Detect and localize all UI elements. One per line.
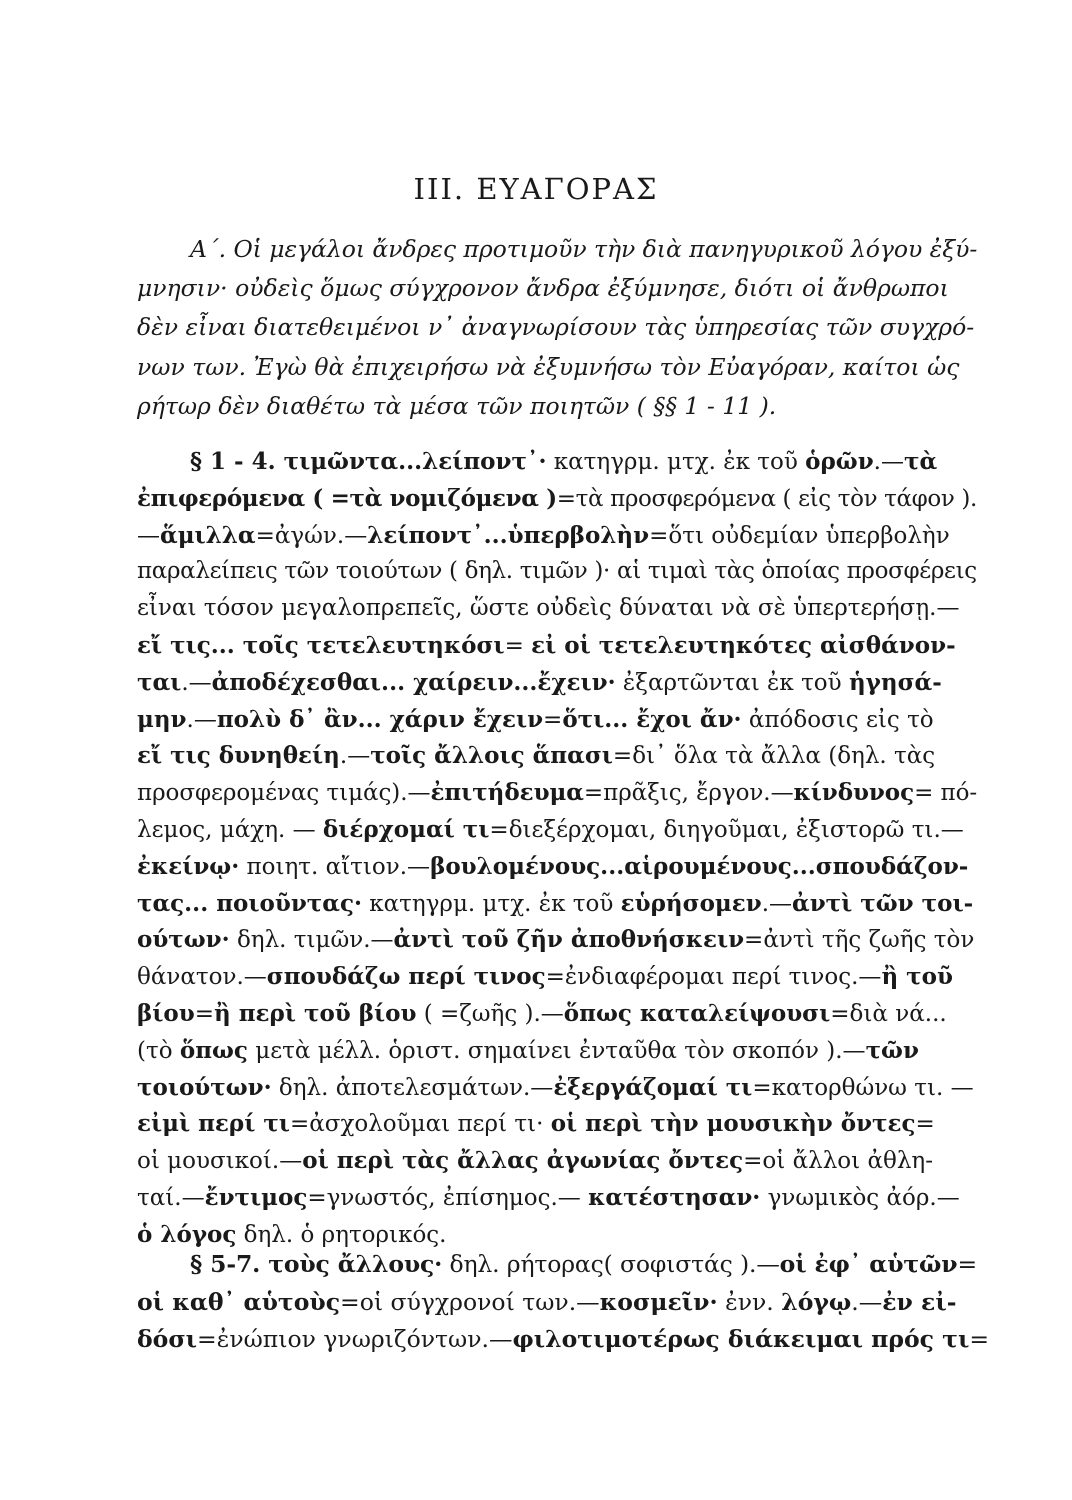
gloss-text: ἐξαρτῶνται ἐκ τοῦ — [615, 669, 849, 696]
gloss-text: δηλ. ρήτορας( σοφιστάς ).— — [442, 1250, 780, 1278]
section1-line — [137, 779, 977, 806]
lemma-term: λόγῳ — [781, 1287, 852, 1316]
lemma-term: ἡγησά- — [848, 668, 942, 696]
section1-line — [190, 448, 977, 475]
gloss-text: =διεξέρχομαι, διηγοῦμαι, ἐξιστορῶ τι.— — [489, 817, 964, 843]
lemma-term: οἱ περὶ τὴν μουσικὴν ὄντες — [550, 1110, 916, 1138]
lemma-term: ἅμιλλα — [160, 521, 256, 549]
lemma-term: οἱ καθ᾽ αὑτοὺς — [137, 1287, 341, 1316]
gloss-text: = — [543, 706, 563, 733]
gloss-text: =ὅτι οὐδεμίαν ὑπερβολὴν — [649, 522, 950, 549]
lemma-term: ἐπιτήδευμα — [430, 779, 584, 807]
section1-line — [137, 1221, 977, 1248]
lemma-term: ἐν εἰ- — [882, 1287, 957, 1316]
gloss-text: =οἱ σύγχρονοί των.— — [340, 1287, 600, 1316]
gloss-text: λεμος, μάχη. — — [137, 817, 323, 843]
section2-line — [137, 1288, 977, 1316]
gloss-text: =ἐνδιαφέρομαι περί τινος.— — [545, 964, 882, 991]
lemma-term: δόσι — [137, 1325, 198, 1353]
lemma-term: εἰ οἱ τετελευτηκότες αἰσθάνον- — [531, 632, 956, 659]
gloss-text: ποιητ. αἴτιον.— — [239, 853, 431, 880]
chapter-title: III. ΕΥΑΓΟΡΑΣ — [413, 172, 659, 206]
gloss-text: Α΄. Οἱ μεγάλοι ἄνδρες προτιμοῦν τὴν διὰ πανηγυρικοῦ λόγου ἐξύ- — [190, 235, 978, 263]
gloss-text: δὲν εἶναι διατεθειμένοι ν᾽ ἀναγνωρίσουν τὰς ὑπηρεσίας τῶν συγχρό- — [137, 313, 975, 342]
gloss-text: = πό- — [914, 780, 978, 807]
lemma-term: τοιούτων· — [137, 1073, 272, 1101]
section1-line — [137, 522, 977, 549]
lemma-term: ἀντὶ τῶν τοι- — [792, 889, 974, 917]
lemma-term: ὁρῶν — [805, 448, 874, 475]
section1-line — [137, 1000, 977, 1027]
gloss-text: ( =ζωῆς ).— — [416, 1001, 564, 1027]
gloss-text: νων των. Ἐγὼ θὰ ἐπιχειρήσω νὰ ἐξυμνήσω τὸν Εὐαγόραν, καίτοι ὡς — [137, 352, 960, 381]
section1-line — [137, 890, 977, 917]
summary-line — [190, 235, 977, 263]
gloss-text: =γνωστός, ἐπίσημος.— — [307, 1185, 589, 1211]
lemma-term: βίου — [137, 1000, 195, 1027]
lemma-term: εἴ τις... τοῖς τετελευτηκόσι — [137, 632, 505, 659]
gloss-text: ἀπόδοσις εἰς τὸ — [741, 706, 934, 733]
section1-line — [137, 632, 977, 659]
lemma-term: πολὺ δ᾽ ἂν... χάριν ἔχειν — [216, 705, 544, 733]
section1-line — [137, 1110, 977, 1137]
lemma-term: ἔντιμος — [204, 1184, 308, 1211]
lemma-term: ὁ λόγος — [137, 1220, 237, 1248]
gloss-text: =δι᾽ ὅλα τὰ ἄλλα (δηλ. τὰς — [612, 743, 936, 770]
section1-line — [137, 1037, 977, 1064]
section2-line — [190, 1250, 977, 1278]
gloss-text: .— — [873, 449, 904, 475]
summary-line — [137, 353, 977, 381]
gloss-text: =ἀντὶ τῆς ζωῆς τὸν — [744, 927, 975, 954]
gloss-text: =πρᾶξις, ἔργον.— — [583, 780, 794, 807]
gloss-text: μνησιν· οὐδεὶς ὅμως σύγχρονον ἄνδρα ἐξύμνησε, διότι οἱ ἄνθρωποι — [137, 274, 949, 303]
section1-line — [137, 816, 977, 843]
lemma-term: βουλομένους...αἱρουμένους...σπουδάζον- — [430, 852, 969, 880]
section1-line — [137, 1184, 977, 1211]
gloss-text: .— — [851, 1287, 883, 1316]
lemma-term: διέρχομαί τι — [322, 816, 490, 843]
lemma-term: εἴ τις δυνηθείη — [137, 742, 340, 770]
gloss-text: = — [969, 1325, 990, 1353]
gloss-text: δηλ. ὁ ρητορικός. — [236, 1221, 447, 1248]
gloss-text: = — [504, 633, 532, 659]
gloss-text: οἱ μουσικοί.— — [137, 1148, 303, 1175]
section1-line — [137, 742, 977, 769]
lemma-term: ται — [137, 668, 182, 696]
lemma-term: § 5-7. τοὺς ἄλλους· — [190, 1250, 443, 1278]
gloss-text: =ἀγών.— — [255, 522, 368, 549]
lemma-term: ἢ περὶ τοῦ βίου — [213, 1000, 417, 1027]
lemma-term: λείποντ᾽...ὑπερβολὴν — [367, 521, 650, 549]
gloss-text: γνωμικὸς ἀόρ.— — [760, 1185, 960, 1211]
gloss-text: =ἐνώπιον γνωριζόντων.— — [197, 1325, 513, 1353]
gloss-text: .— — [186, 706, 217, 733]
lemma-term: κίνδυνος — [793, 779, 915, 807]
lemma-term: οἱ περὶ τὰς ἄλλας ἀγωνίας ὄντες — [302, 1147, 744, 1175]
lemma-term: ὅπως — [179, 1036, 248, 1064]
lemma-term: φιλοτιμοτέρως διάκειμαι πρός τι — [512, 1325, 970, 1353]
lemma-term: τοῖς ἄλλοις ἅπασι — [370, 742, 613, 770]
gloss-text: =τὰ προσφερόμενα ( εἰς τὸν τάφον ). — [556, 485, 977, 512]
gloss-text: μετὰ μέλλ. ὁριστ. σημαίνει ἐνταῦθα τὸν σκοπόν ).— — [247, 1037, 866, 1064]
summary-line — [137, 274, 977, 302]
gloss-text: (τὸ — [137, 1037, 180, 1064]
lemma-term: ἀντὶ τοῦ ζῆν ἀποθνήσκειν — [393, 926, 745, 954]
section1-line — [137, 706, 977, 733]
gloss-text: θάνατον.— — [137, 964, 267, 991]
lemma-term: εὑρήσομεν — [620, 889, 762, 917]
gloss-text: =ἀσχολοῦμαι περί τι· — [289, 1111, 551, 1138]
lemma-term: τας... ποιοῦντας· — [137, 889, 362, 917]
section1-line — [137, 1147, 977, 1174]
lemma-term: § 1 - 4. τιμῶντα...λείποντ᾽· — [190, 448, 547, 475]
gloss-text: εἶναι τόσον μεγαλοπρεπεῖς, ὥστε οὐδεὶς δύναται νὰ σὲ ὑπερτερήσῃ.— — [137, 595, 960, 622]
section1-line — [137, 595, 977, 621]
section1-line — [137, 485, 977, 512]
section2-line — [137, 1325, 990, 1353]
summary-line — [137, 313, 977, 341]
gloss-text: ταί.— — [137, 1185, 205, 1211]
section1-line — [137, 669, 977, 696]
lemma-term: μην — [137, 705, 187, 733]
section1-line — [137, 963, 977, 990]
gloss-text: παραλείπεις τῶν τοιούτων ( δηλ. τιμῶν )· αἱ τιμαὶ τὰς ὁποίας προσφέρεις — [137, 558, 977, 585]
lemma-term: εἰμὶ περί τι — [137, 1110, 290, 1138]
gloss-text: = — [194, 1001, 214, 1027]
gloss-text: ρήτωρ δὲν διαθέτω τὰ μέσα τῶν ποιητῶν ( §§ 1 - 11 ). — [137, 391, 777, 420]
lemma-term: κατέστησαν· — [588, 1184, 761, 1211]
gloss-text: .— — [339, 743, 371, 770]
lemma-term: ἢ τοῦ — [881, 963, 953, 991]
gloss-text: δηλ. ἀποτελεσμάτων.— — [271, 1074, 554, 1101]
gloss-text: ἐνν. — [717, 1287, 782, 1316]
gloss-text: .— — [761, 890, 793, 917]
section1-line — [137, 558, 977, 584]
gloss-text: = — [915, 1111, 935, 1138]
gloss-text: δηλ. τιμῶν.— — [229, 927, 394, 954]
lemma-term: ούτων· — [137, 926, 230, 954]
lemma-term: τῶν — [865, 1036, 919, 1064]
section1-line — [137, 1074, 977, 1101]
gloss-text: κατηγρμ. μτχ. ἐκ τοῦ — [361, 890, 621, 917]
lemma-term: ἐξεργάζομαί τι — [553, 1073, 753, 1101]
gloss-text: .— — [181, 669, 212, 696]
gloss-text: =κατορθώνω τι. — — [752, 1074, 974, 1101]
lemma-term: σπουδάζω περί τινος — [266, 963, 546, 991]
lemma-term: ἀποδέχεσθαι... χαίρειν...ἔχειν· — [211, 668, 616, 696]
lemma-term: τὰ — [903, 448, 938, 475]
lemma-term: ὅτι... ἔχοι ἄν· — [562, 705, 742, 733]
section1-line — [137, 926, 977, 953]
section1-line — [137, 853, 977, 880]
gloss-text: — — [137, 522, 160, 549]
gloss-text: =διὰ νά... — [830, 1001, 947, 1027]
gloss-text: κατηγρμ. μτχ. ἐκ τοῦ — [546, 449, 806, 475]
summary-line — [137, 392, 977, 420]
lemma-term: ὅπως καταλείψουσι — [563, 1000, 831, 1027]
gloss-text: =οἱ ἄλλοι ἀθλη- — [743, 1148, 933, 1175]
lemma-term: κοσμεῖν· — [599, 1287, 718, 1316]
lemma-term: ἐπιφερόμενα ( =τὰ νομιζόμενα ) — [137, 484, 557, 512]
gloss-text: = — [957, 1250, 977, 1278]
lemma-term: ἐκείνῳ· — [137, 852, 240, 880]
gloss-text: προσφερομένας τιμάς).— — [137, 780, 431, 807]
lemma-term: οἱ ἐφ᾽ αὑτῶν — [779, 1250, 958, 1278]
